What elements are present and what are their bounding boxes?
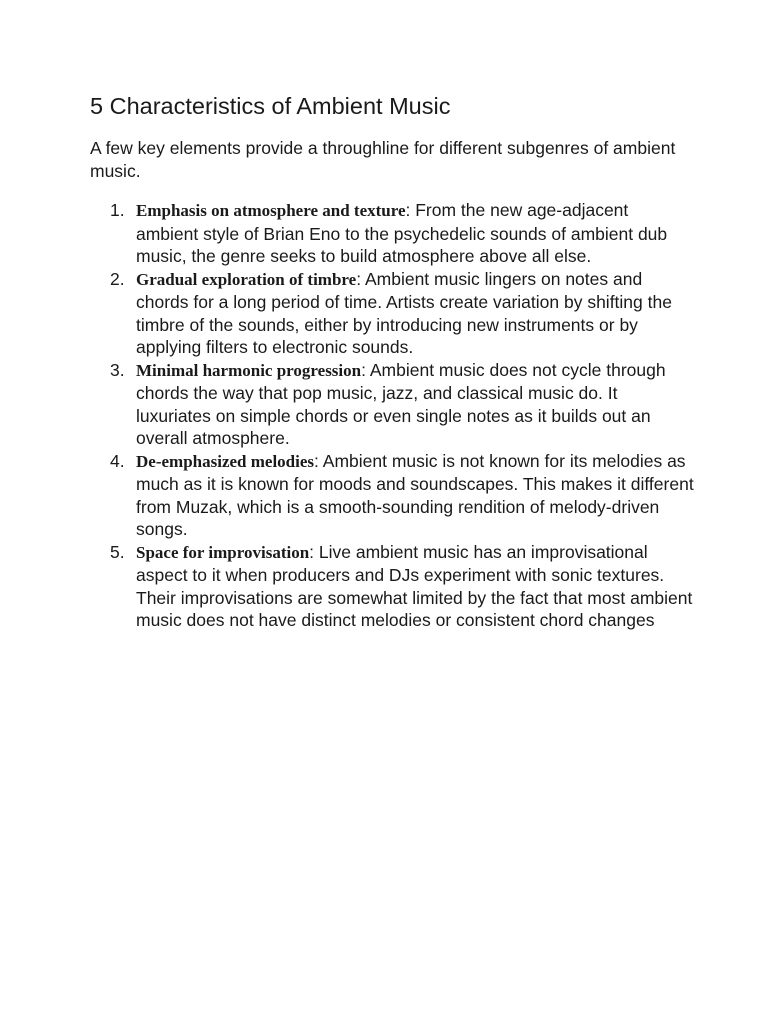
list-item-number: 3. <box>110 359 125 380</box>
list-item-term: Emphasis on atmosphere and texture <box>136 201 406 220</box>
list-item-text: : Live ambient music has an improvisational aspect to it when producers and DJs experiment with sonic textures. Their improvisations are somewhat limited by the fact that most ambient music does not have distinct melodies or consistent chord changes <box>136 541 693 630</box>
list-item <box>90 199 695 268</box>
list-item-term: Space for improvisation <box>136 542 310 562</box>
characteristics-list <box>90 199 695 632</box>
list-item-text: : Ambient music does not cycle through chords the way that pop music, jazz, and classical music do. It luxuriates on simple chords or even single notes as it builds out an overall atmosphere. <box>136 359 666 448</box>
list-item <box>90 268 695 359</box>
list-item-text: : Ambient music lingers on notes and chords for a long period of time. Artists create variation by shifting the timbre of the sounds, either by introducing new instruments or by applying filters to electronic sounds. <box>136 268 672 357</box>
list-item-text: : From the new age-adjacent ambient style of Brian Eno to the psychedelic sounds of ambient dub music, the genre seeks to build atmosphere above all else. <box>136 200 668 266</box>
list-item-number: 1. <box>110 200 125 220</box>
list-item-number: 4. <box>110 450 125 471</box>
intro-paragraph: A few key elements provide a throughline for different subgenres of ambient music. <box>90 138 676 181</box>
list-item <box>90 541 695 632</box>
list-item-number: 5. <box>110 541 125 562</box>
list-item-term: Minimal harmonic progression <box>136 360 362 380</box>
page-title: 5 Characteristics of Ambient Music <box>90 93 451 119</box>
list-item <box>90 450 695 541</box>
list-item-term: Gradual exploration of timbre <box>136 269 357 289</box>
list-item <box>90 359 695 450</box>
list-item-term: De-emphasized melodies <box>136 451 315 471</box>
list-item-number: 2. <box>110 268 125 289</box>
list-item-text: : Ambient music is not known for its melodies as much as it is known for moods and soundscapes. This makes it different from Muzak, which is a smooth-sounding rendition of melody-driven songs. <box>136 450 694 539</box>
